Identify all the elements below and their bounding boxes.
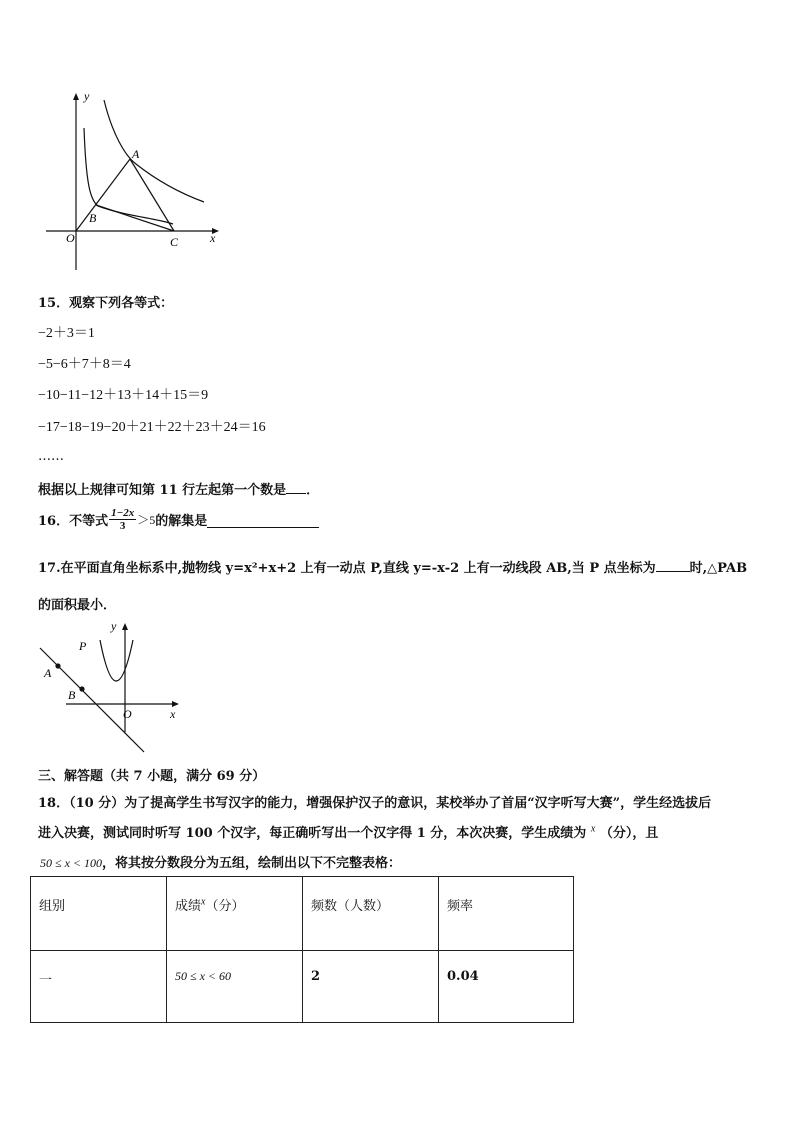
label-o: O bbox=[66, 231, 75, 245]
q18-line2 bbox=[38, 822, 658, 841]
q18-line3 bbox=[40, 852, 401, 871]
header-count: 频数（人数） bbox=[303, 877, 439, 951]
q15-ellipsis: …… bbox=[38, 449, 64, 464]
q18-range: 50 ≤ x < 100 bbox=[40, 856, 103, 870]
header-group: 组别 bbox=[31, 877, 167, 951]
inner-hyperbola bbox=[84, 128, 173, 224]
table-row bbox=[31, 951, 574, 1023]
q15-answer-blank[interactable] bbox=[286, 493, 306, 494]
parabola bbox=[100, 640, 133, 681]
figure-hyperbola-triangle bbox=[40, 88, 230, 278]
segment-ac bbox=[130, 159, 174, 231]
q15-equation-1: −2＋3＝1 bbox=[38, 326, 95, 341]
q17-line1 bbox=[38, 557, 747, 576]
q16-numerator: 1−2x bbox=[111, 507, 135, 519]
label-c: C bbox=[170, 235, 179, 249]
label-b: B bbox=[89, 211, 97, 225]
q15-title: 15．观察下列各等式： bbox=[38, 296, 174, 311]
outer-hyperbola bbox=[104, 100, 204, 202]
y-axis-arrow bbox=[73, 93, 79, 100]
q16-fraction bbox=[109, 507, 136, 532]
score-table bbox=[30, 876, 574, 1023]
q15-question bbox=[38, 479, 319, 498]
header-score-var: x bbox=[201, 896, 206, 908]
q17-line1-end: 时,△PAB bbox=[689, 561, 748, 576]
cell-range-text: 50 ≤ x < 60 bbox=[175, 969, 232, 983]
label-p: P bbox=[79, 639, 87, 653]
segment-bc bbox=[96, 205, 174, 231]
label-b-2: B bbox=[68, 688, 76, 702]
label-x-2: x bbox=[170, 707, 176, 721]
cell-frequency: 0.04 bbox=[439, 951, 574, 1023]
header-score bbox=[167, 877, 303, 951]
q18-line2-a: 进入决赛，测试同时听写 100 个汉字，每正确听写出一个汉字得 1 分，本次决赛，学生成绩为 bbox=[38, 826, 587, 841]
q17-line2: 的面积最小． bbox=[38, 598, 117, 613]
q16-prefix: 16．不等式 bbox=[38, 514, 109, 529]
label-a-2: A bbox=[44, 666, 52, 680]
line-ab bbox=[40, 648, 144, 752]
q15-equation-2: −5−6＋7＋8＝4 bbox=[38, 357, 131, 372]
label-x: x bbox=[210, 231, 216, 245]
q18-line2-b: （分），且 bbox=[599, 826, 659, 841]
q18-line1: 18．（10 分）为了提高学生书写汉字的能力，增强保护汉子的意识，某校举办了首届“汉字听写大赛”，学生经选拔后 bbox=[38, 796, 712, 811]
label-y-2: y bbox=[111, 620, 117, 633]
label-y: y bbox=[84, 89, 90, 103]
table-header-row bbox=[31, 877, 574, 951]
q17-line1-text: 17.在平面直角坐标系中,抛物线 y=x²+x+2 上有一动点 P,直线 y=-x-2 上有一动线段 AB,当 P 点坐标为 bbox=[38, 561, 656, 576]
q17-answer-blank[interactable] bbox=[656, 571, 690, 572]
point-a bbox=[55, 663, 60, 668]
q15-question-text: 根据以上规律可知第 11 行左起第一个数是 bbox=[38, 483, 287, 498]
cell-count: 2 bbox=[303, 951, 439, 1023]
label-a: A bbox=[132, 147, 140, 161]
q16-answer-blank[interactable] bbox=[207, 511, 319, 528]
header-frequency: 频率 bbox=[439, 877, 574, 951]
label-o-2: O bbox=[123, 707, 132, 721]
q16-denominator: 3 bbox=[119, 520, 126, 532]
y-axis-arrow-2 bbox=[122, 623, 128, 630]
header-score-unit: （分） bbox=[205, 899, 245, 914]
header-score-label: 成绩 bbox=[175, 899, 202, 914]
q15-equation-4: −17−18−19−20＋21＋22＋23＋24＝16 bbox=[38, 420, 266, 435]
cell-group: 一 bbox=[31, 951, 167, 1023]
q16-suffix: 的解集是 bbox=[155, 514, 208, 529]
segment-oa bbox=[76, 159, 130, 231]
q18-var-x: x bbox=[590, 823, 596, 835]
cell-range bbox=[167, 951, 303, 1023]
q16-line bbox=[38, 507, 319, 532]
figure-parabola-line bbox=[36, 620, 186, 756]
q15-equation-3: −10−11−12＋13＋14＋15＝9 bbox=[38, 388, 209, 403]
point-b bbox=[79, 686, 84, 691]
q16-relation: ＞5 bbox=[137, 513, 156, 527]
q15-end: ． bbox=[306, 483, 320, 498]
section3-title: 三、解答题（共 7 小题，满分 69 分） bbox=[38, 769, 266, 784]
q18-line3-text: ，将其按分数段分为五组，绘制出以下不完整表格： bbox=[102, 856, 402, 871]
